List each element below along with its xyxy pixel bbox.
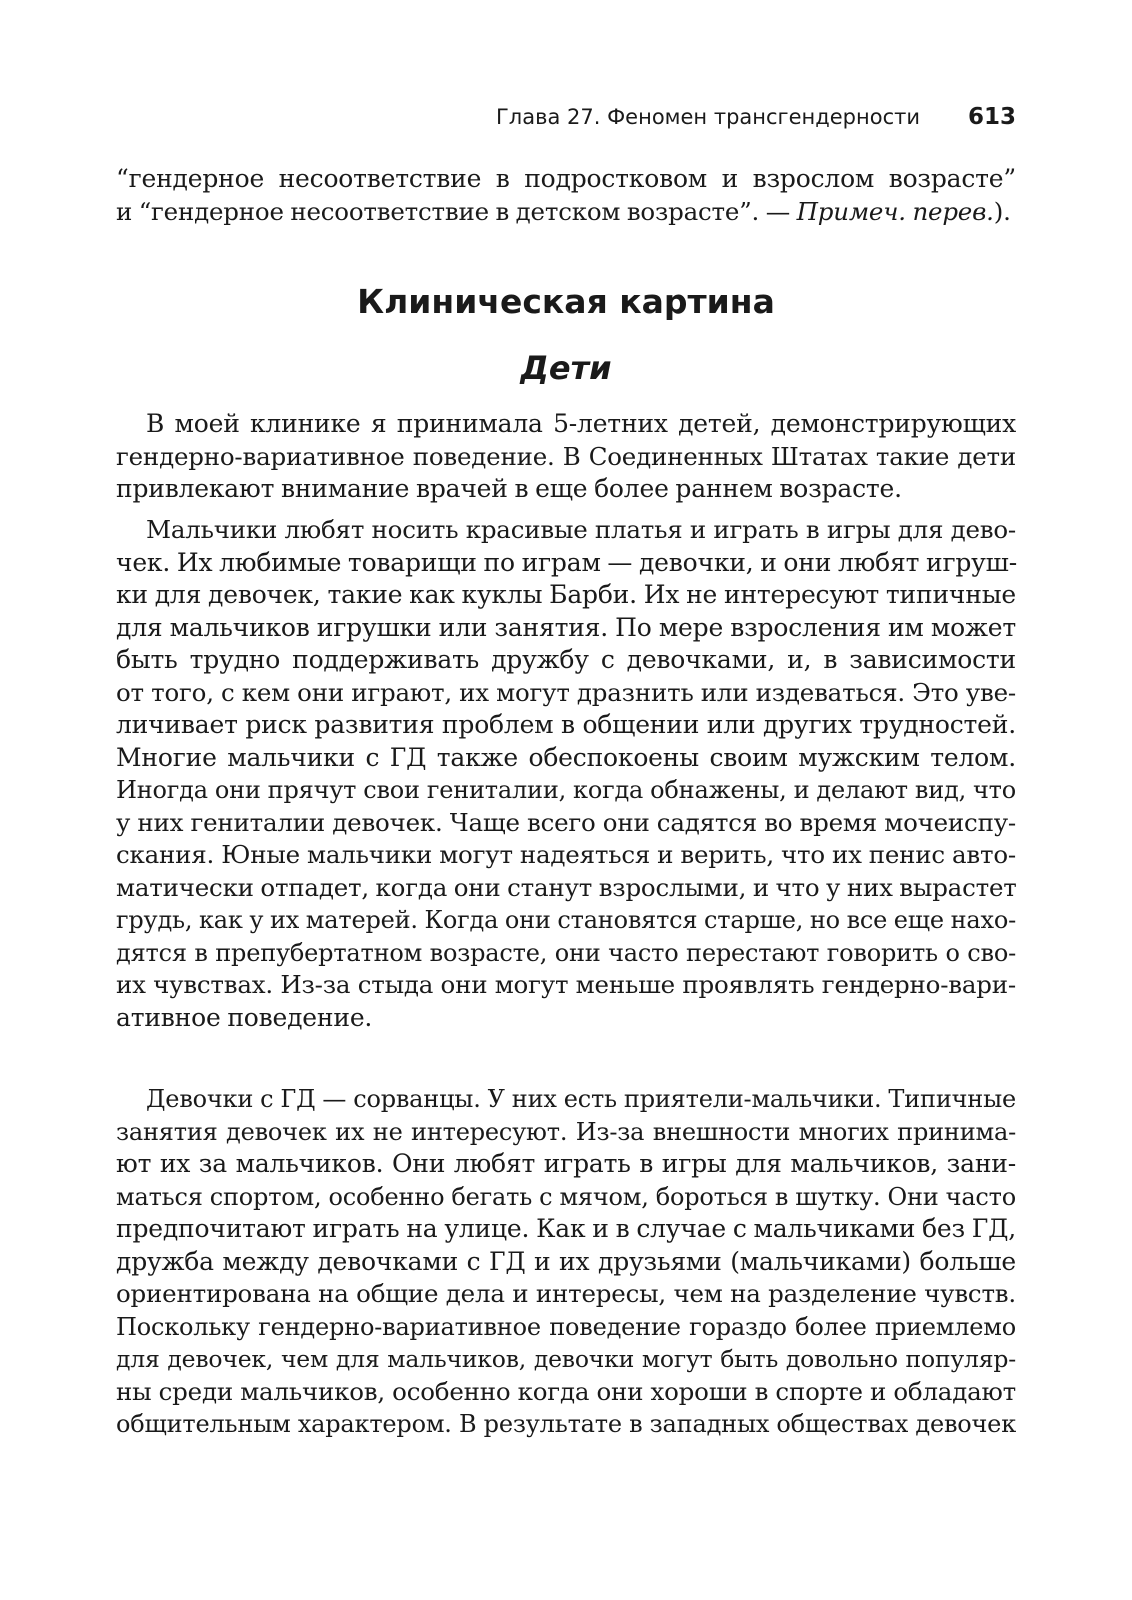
continuation-text: и “гендерное несоответствие в детском возрасте”. —: [116, 196, 797, 226]
text-line: грудь, как у их матерей. Когда они становятся старше, но все еще нахо-: [116, 906, 1016, 934]
text-line: маться спортом, особенно бегать с мячом, бороться в шутку. Они часто: [116, 1182, 1016, 1211]
text-line: дружба между девочками с ГД и их друзьями (мальчиками) больше: [116, 1246, 1016, 1276]
text-line: предпочитают играть на улице. Как и в случае с мальчиками без ГД,: [116, 1214, 1016, 1243]
translator-note: Примеч. перев.: [796, 196, 994, 226]
section-heading: Клиническая картина: [357, 282, 775, 321]
text-line: Мальчики любят носить красивые платья и играть в игры для дево-: [146, 515, 1016, 544]
text-line: Иногда они прячут свои гениталии, когда обнажены, и делают вид, что: [116, 776, 1016, 804]
text-line: ют их за мальчиков. Они любят играть в игры для мальчиков, зани-: [116, 1149, 1016, 1178]
running-title: Глава 27. Феномен трансгендерности: [496, 105, 920, 129]
paragraph-3: [116, 1083, 1016, 1441]
text-line: личивает риск развития проблем в общении или других трудностей.: [116, 710, 1016, 739]
text-line: Поскольку гендерно-вариативное поведение гораздо более приемлемо: [116, 1312, 1016, 1341]
paragraph-2: [116, 514, 1016, 1034]
continuation-end: ).: [993, 196, 1011, 226]
text-line: чек. Их любимые товарищи по играм — девочки, и они любят игруш-: [116, 547, 1017, 577]
text-line: гендерно-вариативное поведение. В Соединенных Штатах такие дети: [116, 441, 1016, 471]
text-line: от того, с кем они играют, их могут дразнить или издеваться. Это уве-: [116, 677, 1016, 707]
text-line: привлекают внимание врачей в еще более раннем возрасте.: [116, 474, 902, 503]
text-line: скания. Юные мальчики могут надеяться и верить, что их пенис авто-: [116, 840, 1016, 869]
text-line: у них гениталии девочек. Чаще всего они садятся во время мочеиспу-: [116, 807, 1016, 837]
text-line: В моей клинике я принимала 5-летних детей, демонстрирующих: [146, 409, 1016, 438]
text-line: ны среди мальчиков, особенно когда они хороши в спорте и обладают: [116, 1376, 1016, 1406]
section-subheading: Дети: [520, 349, 612, 387]
text-line: занятия девочек их не интересуют. Из-за внешности многих принима-: [116, 1117, 1016, 1146]
text-line: Девочки с ГД — сорванцы. У них есть приятели-мальчики. Типичные: [146, 1085, 1016, 1113]
text-line: ки для девочек, такие как куклы Барби. Их не интересуют типичные: [116, 580, 1016, 609]
paragraph-1: [116, 408, 1016, 506]
text-line: Многие мальчики с ГД также обеспокоены своим мужским телом.: [116, 742, 1016, 772]
text-line: [116, 196, 1016, 229]
text-line: “гендерное несоответствие в подростковом и взрослом возрасте”: [116, 164, 1016, 193]
text-line: для мальчиков игрушки или занятия. По мере взросления им может: [116, 612, 1016, 642]
text-line: ативное поведение.: [116, 1002, 373, 1032]
text-line: их чувствах. Из-за стыда они могут меньше проявлять гендерно-вари-: [116, 970, 1016, 999]
text-line: общительным характером. В результате в западных обществах девочек: [116, 1410, 1016, 1438]
running-header: [116, 100, 1016, 134]
continuation-paragraph: [116, 163, 1016, 228]
text-line: матически отпадет, когда они станут взрослыми, и что у них вырастет: [116, 872, 1017, 902]
page-number: 613: [967, 104, 1016, 130]
text-line: быть трудно поддерживать дружбу с девочками, и, в зависимости: [116, 645, 1016, 674]
text-line: дятся в препубертатном возрасте, они часто перестают говорить о сво-: [116, 938, 1016, 967]
text-line: для девочек, чем для мальчиков, девочки могут быть довольно популяр-: [116, 1345, 1016, 1373]
text-line: ориентирована на общие дела и интересы, чем на разделение чувств.: [116, 1279, 1016, 1308]
